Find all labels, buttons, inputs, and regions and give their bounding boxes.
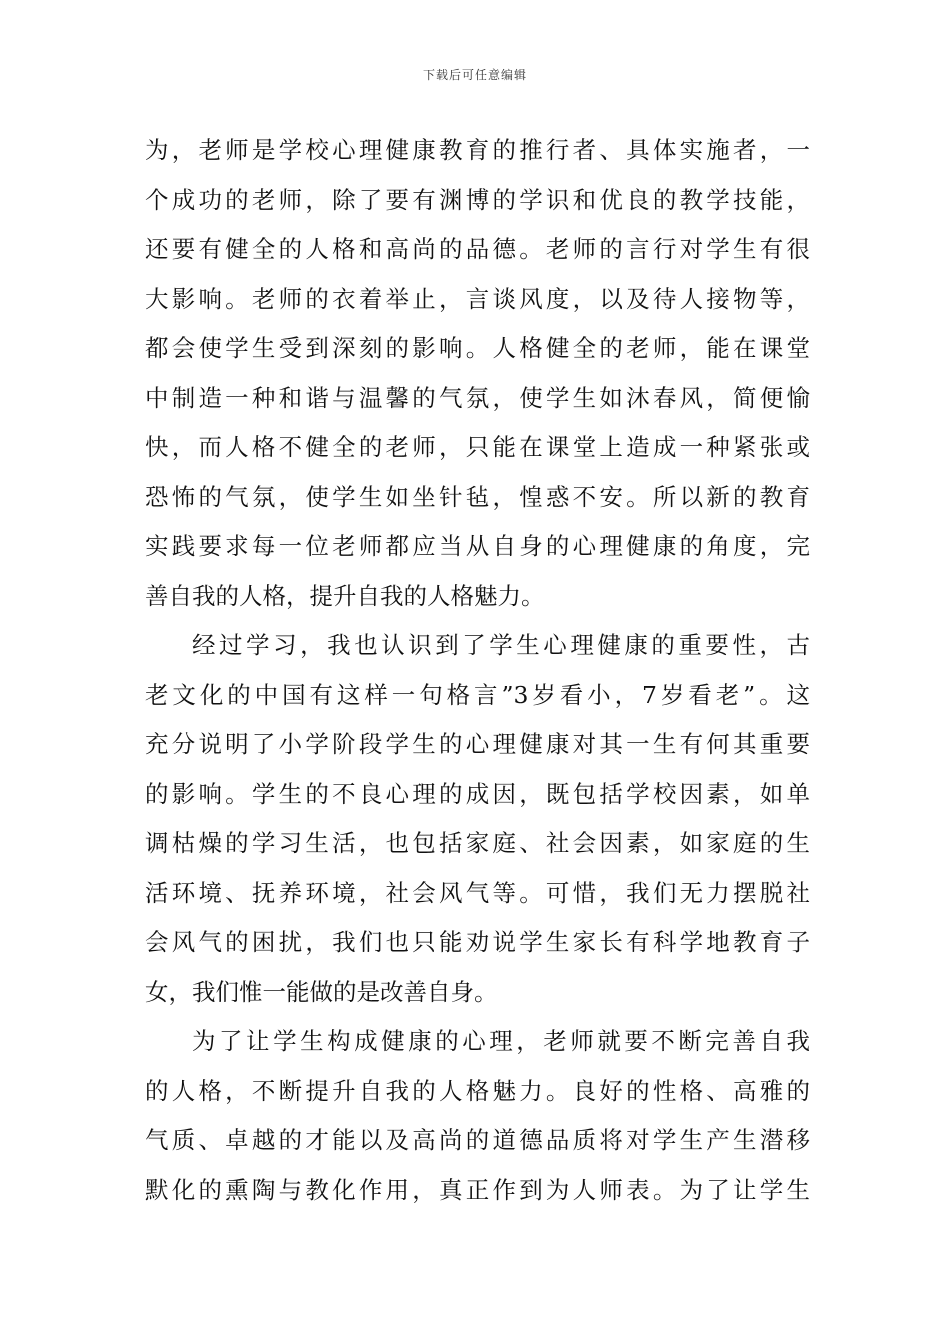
text-line: 恐怖的气氛，使学生如坐针毡，惶惑不安。所以新的教育 xyxy=(145,482,810,511)
text-line: 女，我们惟一能做的是改善自身。 xyxy=(145,977,498,1006)
paragraph xyxy=(145,1017,810,1215)
text-line: 活环境、抚养环境，社会风气等。可惜，我们无力摆脱社 xyxy=(145,878,810,907)
document-body xyxy=(145,126,810,1215)
text-line: 气质、卓越的才能以及高尚的道德品质将对学生产生潜移 xyxy=(145,1126,810,1154)
paragraph xyxy=(145,126,810,621)
paragraph xyxy=(145,621,810,1017)
text-line: 个成功的老师，除了要有渊博的学识和优良的教学技能， xyxy=(145,185,810,214)
text-line: 还要有健全的人格和高尚的品德。老师的言行对学生有很 xyxy=(145,235,810,263)
text-line: 充分说明了小学阶段学生的心理健康对其一生有何其重要 xyxy=(145,730,810,758)
text-line: 经过学习，我也认识到了学生心理健康的重要性，古 xyxy=(192,631,810,659)
page-header: 下载后可任意编辑 xyxy=(422,68,527,82)
text-line: 大影响。老师的衣着举止，言谈风度，以及待人接物等， xyxy=(145,284,810,313)
text-line: 实践要求每一位老师都应当从自身的心理健康的角度，完 xyxy=(145,532,810,560)
text-line: 会风气的困扰，我们也只能劝说学生家长有科学地教育子 xyxy=(145,928,810,956)
text-line: 老文化的中国有这样一句格言”3岁看小，7岁看老”。这 xyxy=(145,680,810,709)
text-line: 善自我的人格，提升自我的人格魅力。 xyxy=(145,581,545,610)
text-line: 为了让学生构成健康的心理，老师就要不断完善自我 xyxy=(192,1027,810,1055)
text-line: 为，老师是学校心理健康教育的推行者、具体实施者，一 xyxy=(145,136,810,164)
text-line: 都会使学生受到深刻的影响。人格健全的老师，能在课堂 xyxy=(145,334,810,362)
text-line: 的人格，不断提升自我的人格魅力。良好的性格、高雅的 xyxy=(145,1076,810,1105)
text-line: 默化的熏陶与教化作用，真正作到为人师表。为了让学生 xyxy=(145,1175,810,1204)
text-line: 调枯燥的学习生活，也包括家庭、社会因素，如家庭的生 xyxy=(145,829,810,857)
text-line: 的影响。学生的不良心理的成因，既包括学校因素，如单 xyxy=(145,779,810,808)
text-line: 中制造一种和谐与温馨的气氛，使学生如沐春风，简便愉 xyxy=(145,383,810,412)
text-line: 快，而人格不健全的老师，只能在课堂上造成一种紧张或 xyxy=(145,433,810,461)
